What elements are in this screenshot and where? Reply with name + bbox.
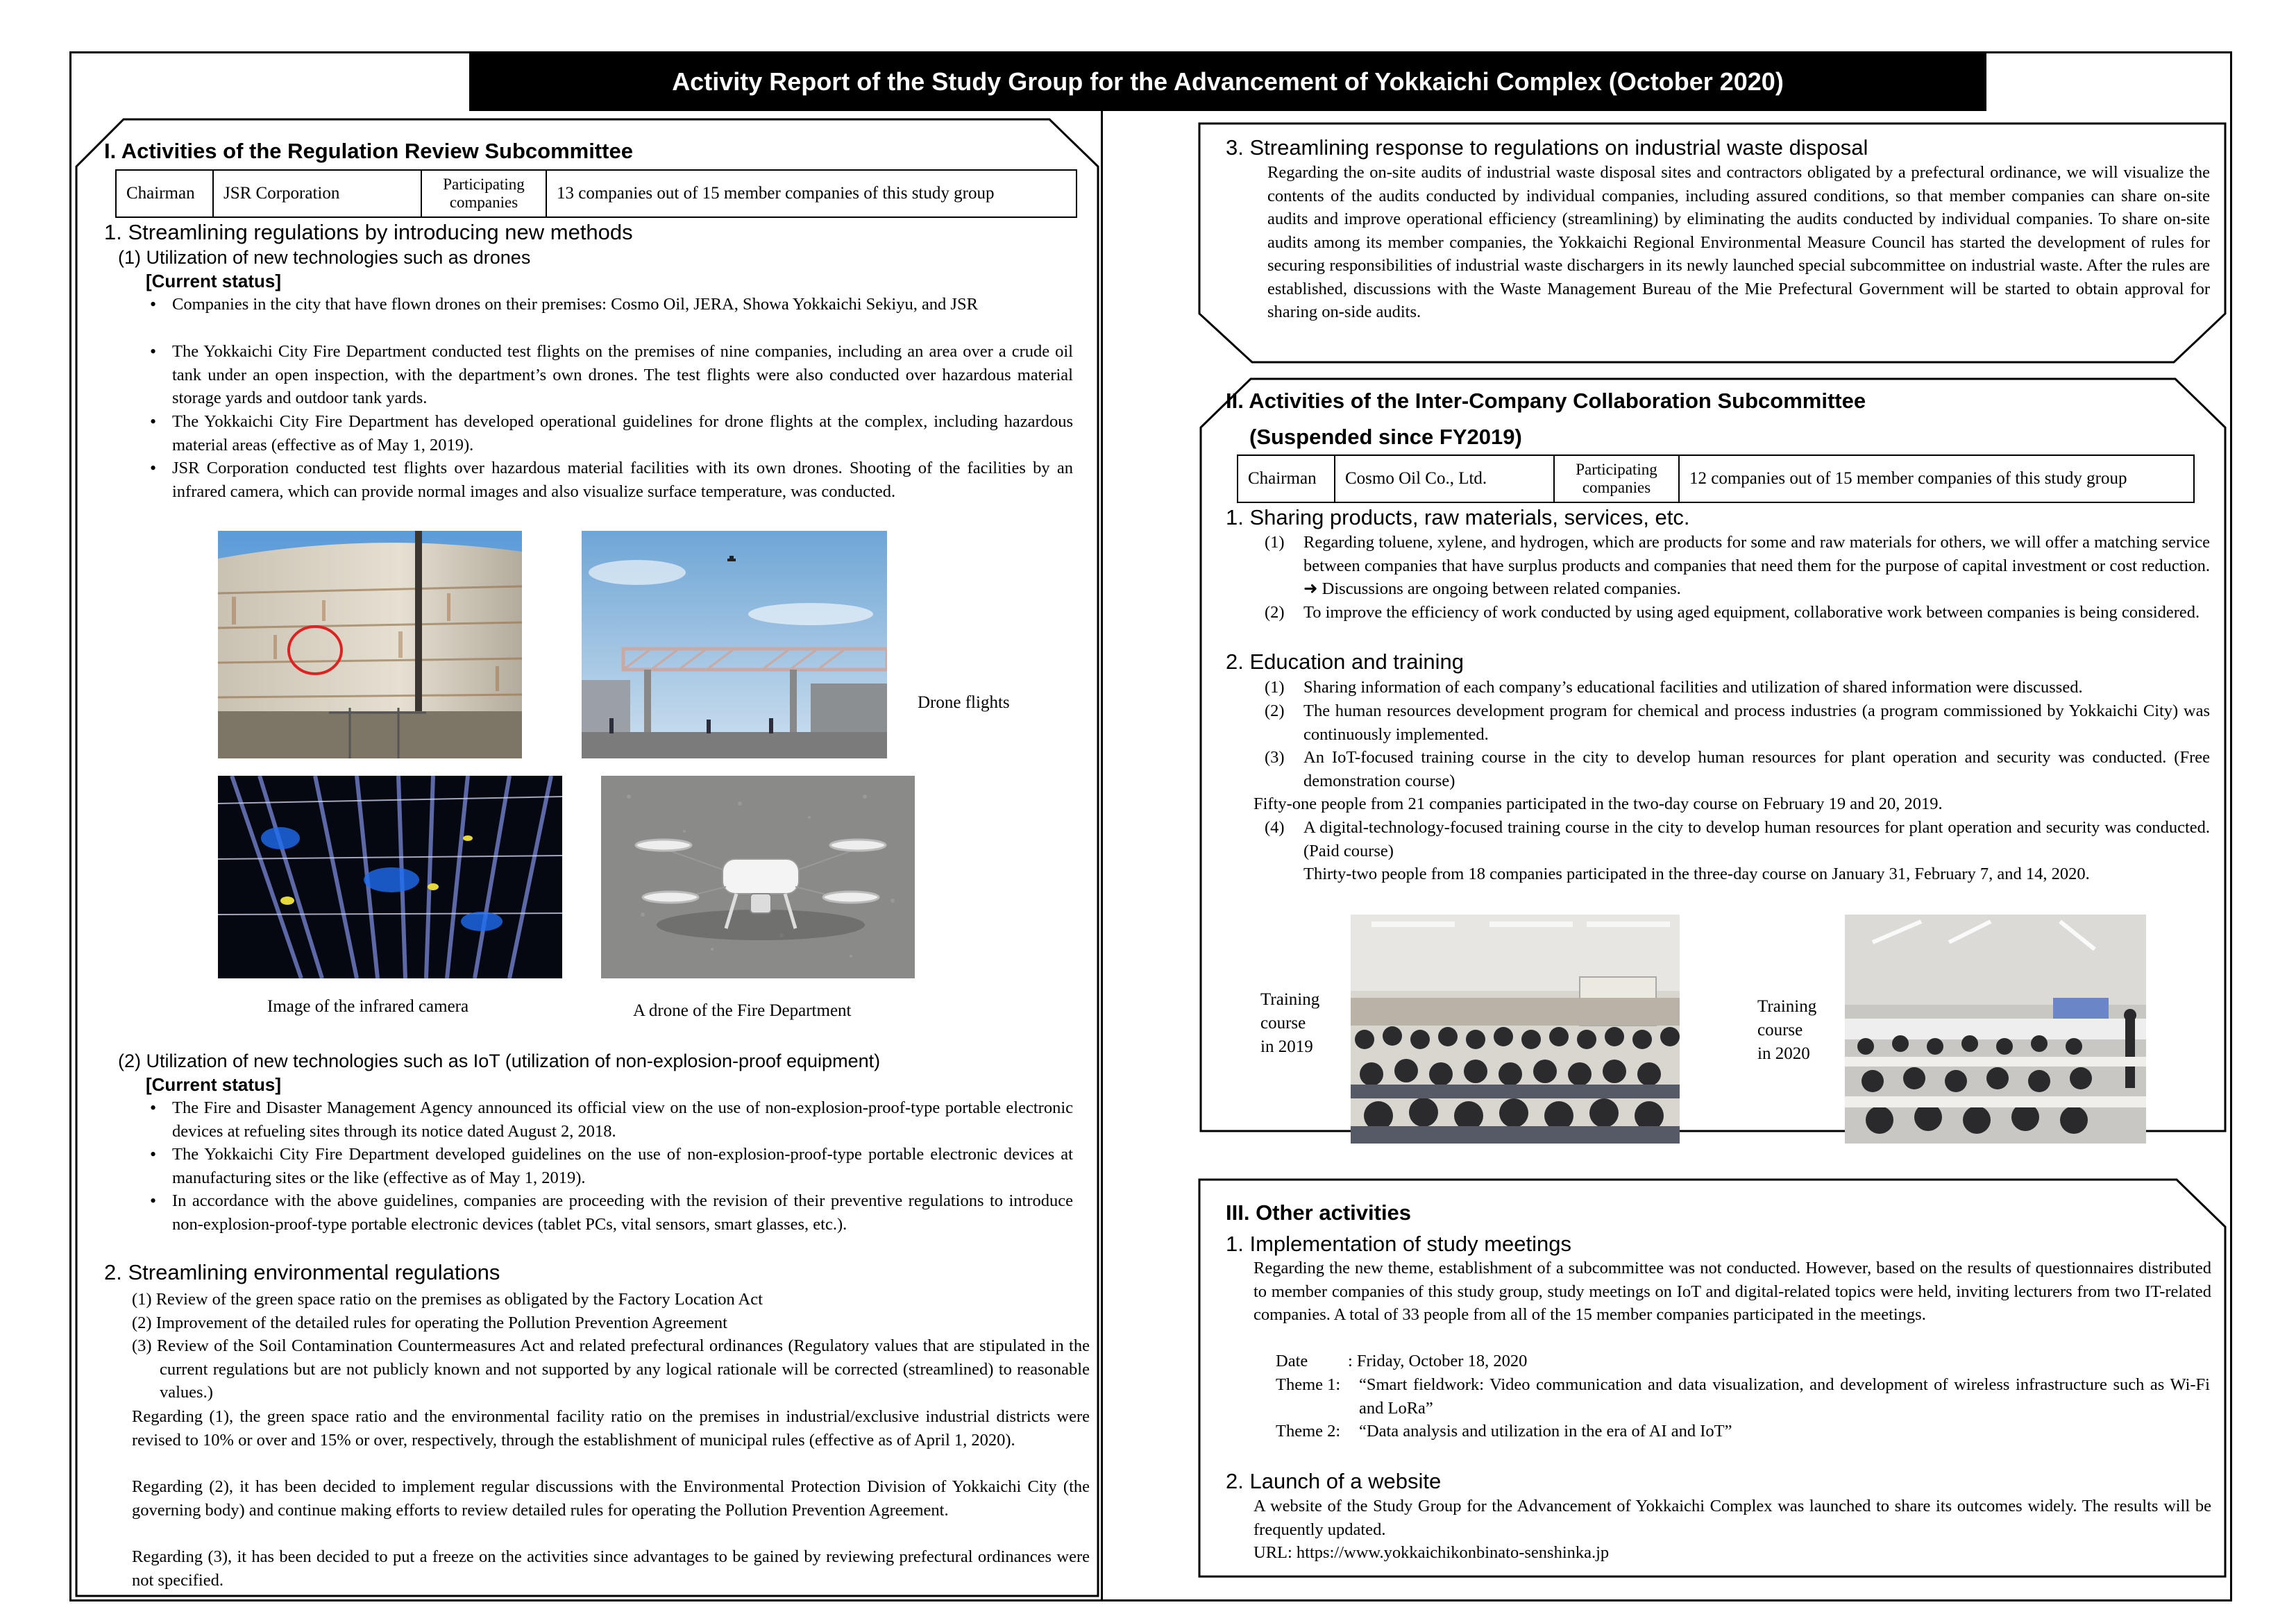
caption-line: course <box>1260 1014 1306 1033</box>
item-number: (2) <box>1265 702 1285 720</box>
env-item: (3) Review of the Soil Contamination Countermeasures Act and related prefectural ordinances (Regulatory values that are stipulated in the current regulations but are not publicly known and not supported by any logical rationale will be corrected (streamlined) to reasonable values.) <box>132 1336 1090 1402</box>
website-body: A website of the Study Group for the Advancement of Yokkaichi Complex was launched to share its outcomes widely. The results will be frequently updated. <box>1253 1497 2211 1539</box>
item-text: To improve the efficiency of work conducted by using aged equipment, collaborative work between companies is being considered. <box>1303 603 2200 622</box>
caption-training-2019 <box>1260 988 1319 1059</box>
drone-flights-photo <box>582 531 887 758</box>
drone-bullet: • The Yokkaichi City Fire Department conducted test flights on the premises of nine companies, including an area over a crude oil tank under an open inspection, with the department’s own drones. The test flights were also conducted over hazardous material storage yards and outdoor tank yards. <box>150 340 1073 410</box>
caption-line: Training <box>1260 990 1320 1009</box>
caption-line: in 2020 <box>1757 1044 1810 1063</box>
env-item: (2) Improvement of the detailed rules for operating the Pollution Prevention Agreement <box>132 1314 727 1332</box>
sec1-s1-1-heading: (1) Utilization of new technologies such as drones <box>118 247 531 268</box>
caption-fire-drone: A drone of the Fire Department <box>633 1001 852 1020</box>
env-para: Regarding (3), it has been decided to put a freeze on the activities since advantages to be gained by reviewing prefectural ordinances were not specified. <box>132 1547 1090 1590</box>
chair-value: Cosmo Oil Co., Ltd. <box>1335 455 1554 502</box>
edu-note: Thirty-two people from 18 companies participated in the three-day course on January 31, February 7, and 14, 2020. <box>1303 865 2090 883</box>
meeting-date-label: Date <box>1276 1352 1308 1370</box>
item-text: The human resources development program for chemical and process industries (a program commissioned by Yokkaichi City) was continuously implemented. <box>1303 702 2210 744</box>
item-number: (3) <box>1265 748 1285 767</box>
drone-bullet: • The Yokkaichi City Fire Department has developed operational guidelines for drone flights at the complex, including hazardous material areas (effective as of May 1, 2019). <box>150 410 1073 457</box>
training-2019-photo <box>1351 915 1680 1144</box>
env-item: (1) Review of the green space ratio on the premises as obligated by the Factory Location Act <box>132 1290 763 1309</box>
participating-value: 13 companies out of 15 member companies of this study group <box>546 170 1077 217</box>
participating-label: Participating companies <box>1554 455 1679 502</box>
participating-label: Participating companies <box>421 170 546 217</box>
sec4-s1-heading: 1. Implementation of study meetings <box>1226 1232 1571 1256</box>
chair-label: Chairman <box>1238 455 1335 502</box>
caption-drone-flights: Drone flights <box>918 693 1010 712</box>
sec1-heading: I. Activities of the Regulation Review Subcommittee <box>104 139 633 163</box>
sec2-s2-heading: 2. Education and training <box>1226 649 1464 674</box>
iot-bullet: • In accordance with the above guidelines, companies are proceeding with the revision of their preventive regulations to introduce non-explosion-proof-type portable electronic devices (tablet PCs, vital sensors, smart glasses, etc.). <box>150 1189 1073 1236</box>
current-status-label: [Current status] <box>146 271 282 291</box>
sec4-body: Regarding the new theme, establishment of a subcommittee was not conducted. However, based on the results of questionnaires distributed to member companies of this study group, study meetings on IoT and digital-related topics were held, inviting lecturers from two IT-related companies. A total of 33 people from all of the 15 member companies participated in the meetings. <box>1253 1259 2211 1324</box>
theme2-value: “Data analysis and utilization in the era of AI and IoT” <box>1359 1422 1732 1441</box>
website-url[interactable]: URL: https://www.yokkaichikonbinato-senshinka.jp <box>1253 1543 1610 1562</box>
sec4-s2-heading: 2. Launch of a website <box>1226 1469 1442 1493</box>
sec3-body: Regarding the on-site audits of industrial waste disposal sites and contractors obligated by a prefectural ordinance, we will visualize the contents of the audits conducted by individual companies, including assured conditions, so that member companies can share on-site audits and improve operational efficiency (streamlining) by eliminating the audits conducted by individual companies. To share on-site audits among its member companies, the Yokkaichi Regional Environmental Measure Council has started the development of rules for securing responsibilities of industrial waste dischargers in its newly launched special subcommittee on industrial waste. After the rules are established, discussions with the Waste Management Bureau of the Mie Prefectural Government will be started to obtain approval for sharing on-side audits. <box>1267 163 2210 321</box>
item-text: Sharing information of each company’s educational facilities and utilization of shared information were discussed. <box>1303 678 2083 697</box>
infrared-camera-photo <box>218 776 562 978</box>
item-text: Regarding toluene, xylene, and hydrogen, which are products for some and raw materials for others, we will offer a matching service between companies that have surplus products and companies that need them for the purpose of capital investment or cost reduction. ➜ Discussions are ongoing between related companies. <box>1303 533 2210 598</box>
drone-bullet: • Companies in the city that have flown drones on their premises: Cosmo Oil, JERA, Showa Yokkaichi Sekiyu, and JSR <box>150 293 1073 316</box>
edu-item <box>1265 676 2210 699</box>
item-number: (1) <box>1265 678 1285 697</box>
item-text: An IoT-focused training course in the city to develop human resources for plant operation and security was conducted. (Free demonstration course) <box>1303 748 2210 790</box>
fire-department-drone-photo <box>601 776 915 978</box>
iot-bullet: • The Yokkaichi City Fire Department developed guidelines on the use of non-explosion-proof-type portable electronic devices at manufacturing sites or the like (effective as of May 1, 2019). <box>150 1143 1073 1189</box>
caption-line: course <box>1757 1021 1803 1039</box>
caption-line: in 2019 <box>1260 1037 1313 1056</box>
caption-training-2020 <box>1757 995 1816 1066</box>
sec1-s1-heading: 1. Streamlining regulations by introducing new methods <box>104 220 633 244</box>
sec1-s1-2-heading: (2) Utilization of new technologies such as IoT (utilization of non-explosion-proof equipment) <box>118 1051 881 1071</box>
oil-tank-photo <box>218 531 522 758</box>
training-2020-photo <box>1845 915 2146 1144</box>
sec2-subheading: (Suspended since FY2019) <box>1249 425 1522 449</box>
item-number: (2) <box>1265 603 1285 622</box>
sec2-heading: II. Activities of the Inter-Company Collaboration Subcommittee <box>1226 389 1866 413</box>
chair-value: JSR Corporation <box>213 170 421 217</box>
env-para: Regarding (1), the green space ratio and the environmental facility ratio on the premises in industrial/exclusive industrial districts were revised to 10% or over and 15% or over, respectively, through the establishment of municipal rules (effective as of April 1, 2020). <box>132 1407 1090 1450</box>
theme2-label: Theme 2: <box>1276 1422 1341 1441</box>
theme1-label: Theme 1: <box>1276 1375 1341 1394</box>
meeting-date-value: : Friday, October 18, 2020 <box>1348 1352 1528 1370</box>
theme1-value: “Smart fieldwork: Video communication and data visualization, and development of wireless infrastructure such as Wi-Fi and LoRa” <box>1359 1375 2210 1418</box>
item-number: (1) <box>1265 533 1285 552</box>
sec1-s2-heading: 2. Streamlining environmental regulations <box>104 1260 500 1284</box>
edu-item <box>1265 816 2210 863</box>
iot-bullet: • The Fire and Disaster Management Agency announced its official view on the use of non-explosion-proof-type portable electronic devices at refueling sites through its notice dated August 2, 2018. <box>150 1096 1073 1143</box>
drone-bullet: • JSR Corporation conducted test flights over hazardous material facilities with its own drones. Shooting of the facilities by an infrared camera, which can provide normal images and also visualize surface temperature, was conducted. <box>150 457 1073 503</box>
edu-item <box>1265 746 2210 792</box>
caption-line: Training <box>1757 997 1817 1016</box>
sec2-info-table <box>1237 454 2195 503</box>
participating-value: 12 companies out of 15 member companies of this study group <box>1679 455 2194 502</box>
current-status-label: [Current status] <box>146 1074 282 1095</box>
share-item <box>1265 531 2210 601</box>
item-text: A digital-technology-focused training course in the city to develop human resources for plant operation and security was conducted. (Paid course) <box>1303 818 2210 860</box>
chair-label: Chairman <box>116 170 213 217</box>
sec4-heading: III. Other activities <box>1226 1200 1412 1225</box>
item-number: (4) <box>1265 818 1285 837</box>
sec1-info-table <box>115 169 1077 218</box>
edu-item <box>1265 699 2210 746</box>
page-title: Activity Report of the Study Group for the Advancement of Yokkaichi Complex (October 2020) <box>469 53 1986 111</box>
sec3-heading: 3. Streamlining response to regulations on industrial waste disposal <box>1226 135 1868 160</box>
share-item <box>1265 601 2210 624</box>
sec2-s1-heading: 1. Sharing products, raw materials, services, etc. <box>1226 505 1690 529</box>
caption-infrared: Image of the infrared camera <box>267 997 469 1016</box>
edu-note: Fifty-one people from 21 companies participated in the two-day course on February 19 and 20, 2019. <box>1253 794 1943 813</box>
env-para: Regarding (2), it has been decided to implement regular discussions with the Environmental Protection Division of Yokkaichi City (the governing body) and continue making efforts to review detailed rules for operating the Pollution Prevention Agreement. <box>132 1477 1090 1520</box>
